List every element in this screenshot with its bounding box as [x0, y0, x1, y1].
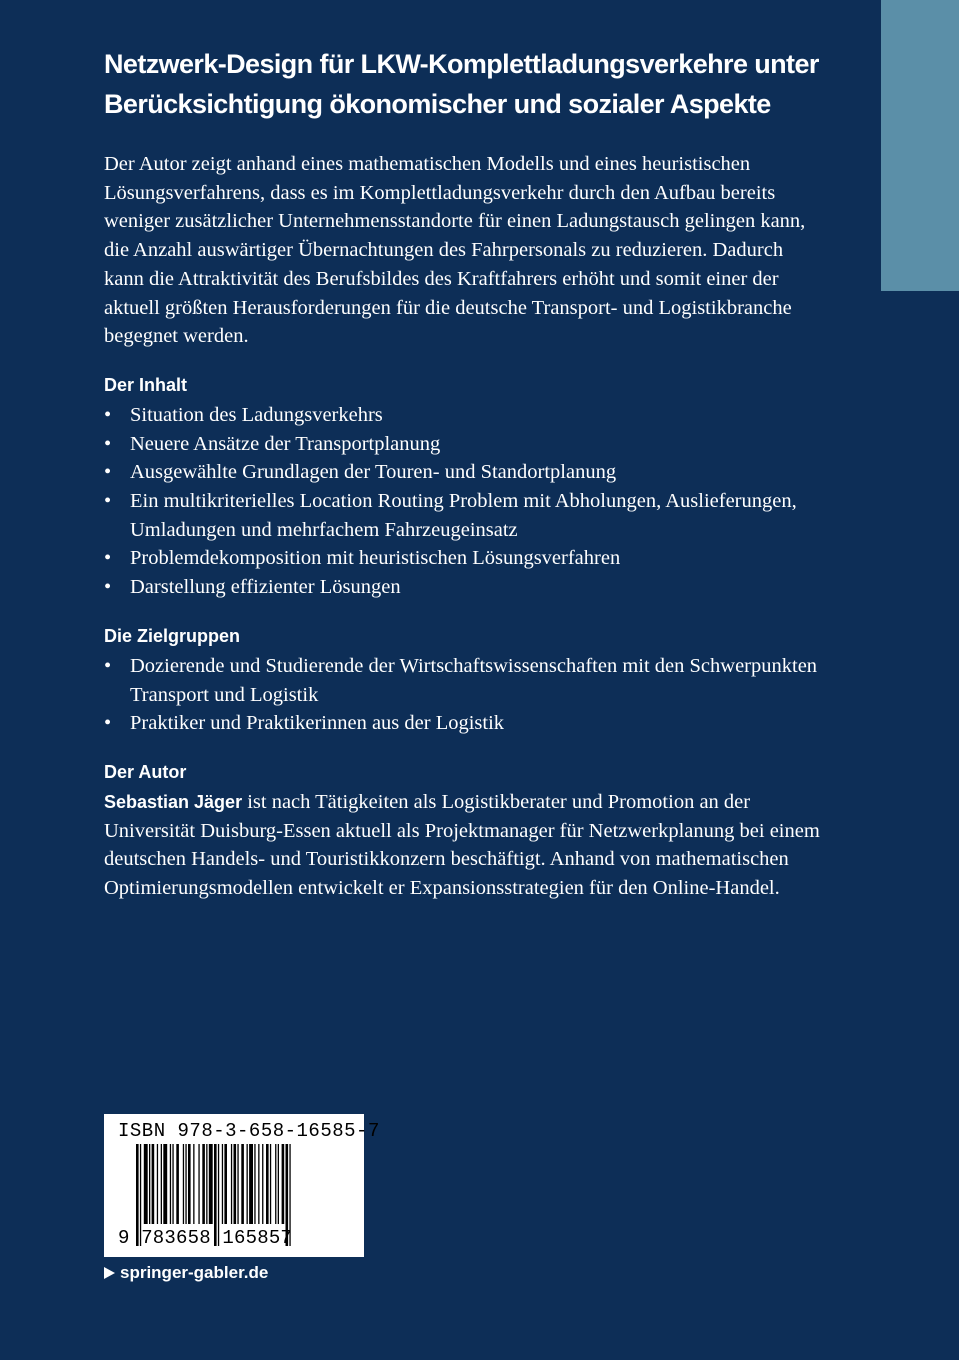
- list-item: [104, 458, 824, 487]
- inhalt-heading: Der Inhalt: [104, 374, 188, 395]
- intro-paragraph: Der Autor zeigt anhand eines mathematischen Modells und eines heuristischen Lösungsverfahrens, dass es im Komplettladungsverkehr durch den Aufbau bereits weniger zusätzlicher Unternehmensstandorte für einen Ladungstausch gelingen kann, die Anzahl auswärtiger Übernachtungen des Fahrpersonals zu reduzieren. Dadurch kann die Attraktivität des Berufsbildes des Kraftfahrers erhöht und somit einer der aktuell größten Herausforderungen für die deutsche Transport- und Logistikbranche begegnet werden.: [104, 153, 806, 348]
- barcode-bar: [241, 1144, 244, 1224]
- barcode-bar: [222, 1144, 223, 1224]
- bullet-icon: •: [104, 654, 112, 677]
- bullet-icon: •: [104, 461, 112, 484]
- list-item-text: Praktiker und Praktikerinnen aus der Logistik: [130, 712, 505, 735]
- barcode-bar: [275, 1144, 276, 1224]
- author-name: Sebastian Jäger: [104, 791, 243, 812]
- triangle-right-icon: [104, 1267, 115, 1279]
- barcode-bar: [254, 1144, 255, 1224]
- barcode-bar: [152, 1144, 155, 1224]
- barcode-bar: [144, 1144, 148, 1224]
- barcode-bar: [188, 1144, 191, 1224]
- isbn-barcode: [104, 1114, 380, 1257]
- zielgruppen-heading: Die Zielgruppen: [104, 625, 241, 646]
- book-title-line-2: Berücksichtigung ökonomischer und sozialer Aspekte: [104, 89, 771, 119]
- list-item-text: Situation des Ladungsverkehrs: [130, 403, 383, 426]
- list-item-text: Ausgewählte Grundlagen der Touren- und Standortplanung: [130, 461, 617, 484]
- barcode-bar: [282, 1144, 285, 1224]
- list-item: [104, 401, 824, 430]
- barcode-bar: [247, 1144, 248, 1224]
- bullet-icon: •: [104, 490, 112, 513]
- barcode-bar: [278, 1144, 279, 1224]
- barcode-bar: [266, 1144, 269, 1224]
- bullet-icon: •: [104, 547, 112, 570]
- barcode-bar: [258, 1144, 259, 1224]
- zielgruppen-list: [104, 652, 824, 738]
- barcode-bar: [170, 1144, 171, 1224]
- list-item-text: Ein multikriterielles Location Routing Problem mit Abholungen, Auslieferungen, Umladungen und mehrfachem Fahrzeugeinsatz: [130, 490, 797, 541]
- barcode-bar: [176, 1144, 179, 1224]
- list-item-text: Neuere Ansätze der Transportplanung: [130, 432, 441, 455]
- accent-bar: [881, 0, 959, 291]
- barcode-bar: [183, 1144, 184, 1224]
- barcode-digits: 9 783658 165857: [118, 1227, 293, 1249]
- back-cover-content: [104, 44, 824, 903]
- autor-text: ist nach Tätigkeiten als Logistikberater und Promotion an der Universität Duisburg-Essen aktuell als Projektmanager für Netzwerkplanung bei einem deutschen Handels- und Touristikkonzern beschäftigt. Anhand von mathematischen Optimierungsmodellen entwickelt er Expansionsstrategien für den Online-Handel.: [104, 790, 820, 900]
- autor-heading: Der Autor: [104, 761, 187, 782]
- barcode-bar: [224, 1144, 227, 1224]
- list-item: [104, 709, 824, 738]
- barcode-bar: [161, 1144, 162, 1224]
- list-item: [104, 573, 824, 602]
- barcode-bar: [231, 1144, 232, 1224]
- list-item-text: Problemdekomposition mit heuristischen Lösungsverfahren: [130, 547, 621, 570]
- publisher-website[interactable]: [104, 1262, 268, 1284]
- barcode-bar: [193, 1144, 194, 1224]
- inhalt-list: [104, 401, 824, 602]
- isbn-label: ISBN 978-3-658-16585-7: [118, 1120, 380, 1142]
- barcode-bar: [234, 1144, 237, 1224]
- barcode-bar: [237, 1144, 238, 1224]
- book-title-line-1: Netzwerk-Design für LKW-Komplettladungsverkehre unter: [104, 49, 819, 79]
- barcode-bar: [262, 1144, 263, 1224]
- bullet-icon: •: [104, 432, 112, 455]
- list-item: [104, 430, 824, 459]
- barcode-bar: [157, 1144, 158, 1224]
- bullet-icon: •: [104, 403, 112, 426]
- barcode-bar: [185, 1144, 186, 1224]
- bullet-icon: •: [104, 712, 112, 735]
- list-item: [104, 487, 824, 544]
- barcode-bar: [249, 1144, 253, 1224]
- website-text: springer-gabler.de: [120, 1263, 269, 1282]
- barcode-bar: [270, 1144, 271, 1224]
- autor-paragraph: [104, 788, 824, 903]
- list-item-text: Darstellung effizienter Lösungen: [130, 576, 401, 599]
- bullet-icon: •: [104, 576, 112, 599]
- list-item: [104, 544, 824, 573]
- barcode-bar: [209, 1144, 213, 1224]
- book-title: [104, 44, 824, 124]
- barcode-bar: [172, 1144, 173, 1224]
- barcode-bar: [149, 1144, 150, 1224]
- barcode-bar: [202, 1144, 205, 1224]
- barcode-bar: [198, 1144, 199, 1224]
- barcode-bar: [206, 1144, 207, 1224]
- barcode-bar: [163, 1144, 167, 1224]
- list-item-text: Dozierende und Studierende der Wirtschaftswissenschaften mit den Schwerpunkten Transport und Logistik: [130, 654, 818, 706]
- list-item: [104, 652, 824, 709]
